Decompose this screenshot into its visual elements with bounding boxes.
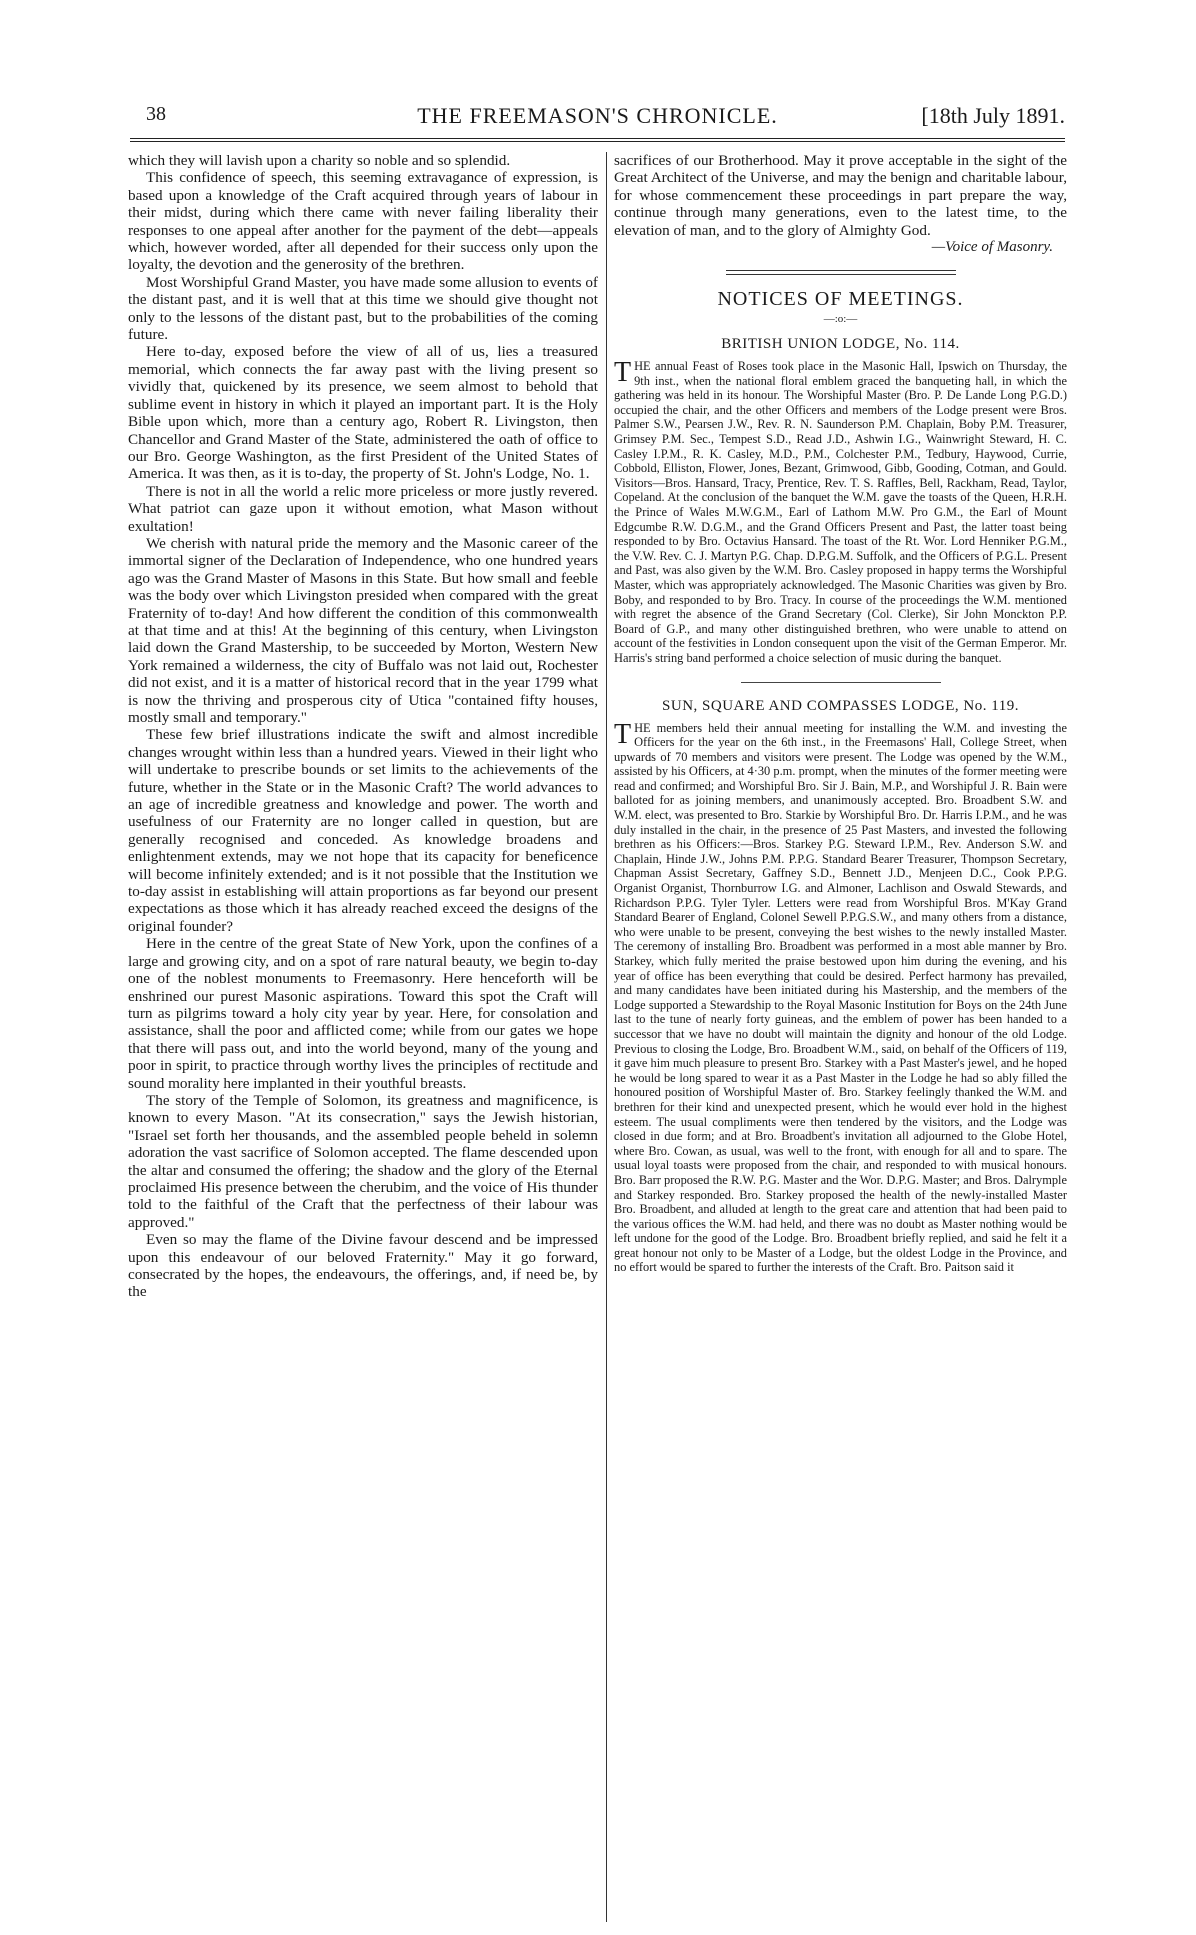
article-paragraph: We cherish with natural pride the memory and the Masonic career of the immortal signer of the Declaration of Independence, who one hundred years ago was the Grand Master of Masons in this State. But how small and feeble was the body over which Livingston presided when compared with the great Fraternity of to-day! And how different the condition of this commonwealth at that time and at this! At the beginning of this century, when Livingston laid down the Grand Mastership, to be succeeded by Morton, Western New York remained a wilderness, the city of Buffalo was not laid out, Rochester did not exist, and it is a matter of historical record that in the year 1799 what is now the thriving and prosperous city of Utica "contained fifty houses, mostly small and temporary."	[128, 534, 598, 726]
article-paragraph: Even so may the flame of the Divine favour descend and be impressed upon this endeavour of our beloved Fraternity." May it go forward, consecrated by the hopes, the endeavours, the offerings, and, if need be, by the	[128, 1231, 598, 1301]
article-paragraph: Here to-day, exposed before the view of all of us, lies a treasured memorial, which connects the far away past with the living present so vividly that, quickened by its presence, we seem almost to behold that sublime event in history in which it played an important part. It is the Holy Bible upon which, more than a century ago, Robert R. Livingston, then Chancellor and Grand Master of the State, administered the oath of office to our Bro. George Washington, as the first President of the United States of America. It was then, as it is to-day, the property of St. John's Lodge, No. 1.	[128, 343, 598, 483]
report-paragraph	[614, 359, 1067, 665]
closing-paragraph: sacrifices of our Brotherhood. May it prove acceptable in the sight of the Great Architect of the Universe, and may the benign and charitable labour, for whose commencement these proceedings in part prepare the way, continue through many generations, even to the latest time, to the elevation of man, and to the glory of Almighty God.	[614, 152, 1067, 239]
drop-cap: T	[614, 357, 632, 389]
drop-cap: T	[614, 718, 632, 750]
article-paragraph: This confidence of speech, this seeming extravagance of expression, is based upon a knowledge of the Craft acquired through years of labour in their midst, during which there came with never failing liberality their responses to one appeal after another for the payment of the debt—appeals which, however worded, after all depended for their success only upon the loyalty, the devotion and the generosity of the brethren.	[128, 169, 598, 274]
report-divider	[741, 682, 941, 683]
lodge-report	[614, 718, 1067, 1276]
page-number: 38	[146, 103, 166, 125]
header-rule-secondary	[130, 141, 1065, 142]
article-paragraph: Most Worshipful Grand Master, you have made some allusion to events of the distant past, and it is well that at this time we should give thought not only to the lessons of the distant past, but to the probabilities of the coming future.	[128, 273, 598, 344]
issue-date: [18th July 1891.	[921, 103, 1065, 128]
page-header	[130, 103, 1065, 135]
article-closing	[614, 152, 1067, 239]
report-text: HE members held their annual meeting for installing the W.M. and investing the Officers for the year on the 6th inst., in the Freemasons' Hall, College Street, when upwards of 70 members and visitors were present. The Lodge was opened by the W.M., assisted by his Officers, at 4·30 p.m. prompt, when the minutes of the former meeting were read and confirmed; and Worshipful Bro. Sir J. Bain, M.P., and Worshipful J. R. Bain were balloted for as joining members, and unanimously accepted. Bro. Broadbent S.W. and W.M. elect, was presented to Bro. Starkie by Worshipful Bro. Dr. Harris I.P.M., and he was duly installed in the chair, in the presence of 25 Past Masters, and invested the following brethren as his Officers:—Bros. Starkey P.G. Steward I.P.M., Rev. Anderson S.W. and Chaplain, Hinde J.W., Johns P.M. P.P.G. Standard Bearer Treasurer, Thompson Secretary, Chapman Assist Secretary, Gaffney S.D., Bennett J.D., Menjeen D.C., Cook P.P.G. Organist Organist, Thornburrow I.G. and Almoner, Lachlison and Oswald Stewards, and Richardson P.P.G. Tyler Tyler. Letters were read from Worshipful Bros. M'Kay Grand Standard Bearer of England, Colonel Sewell P.P.G.S.W., and many others from a distance, who were unable to be present, conveying the best wishes to the newly installed Master. The ceremony of installing Bro. Broadbent was performed in a most able manner by Bro. Starkey, which fully merited the praise bestowed upon him during the evening, and his year of office has been everything that could be desired. Perfect harmony has prevailed, and many candidates have been initiated during his Mastership, and the members of the Lodge supported a Stewardship to the Royal Masonic Institution for Boys on the 24th June last to the tune of nearly forty guineas, and the emblem of power has been handed to a successor that we have no doubt will maintain the dignity and honour of the old Lodge. Previous to closing the Lodge, Bro. Broadbent W.M., said, on behalf of the Officers of 119, it gave him much pleasure to present Bro. Starkey with a Past Master's jewel, and he hoped he would be long spared to wear it as a Past Master in the Lodge he had so ably filled the honoured position of Worshipful Master of. Bro. Starkey feelingly thanked the W.M. and brethren for their kind and unexpected present, which he would ever hold in the highest esteem. The usual compliments were then tendered by the visitors, and the Lodge was closed in due form; and at Bro. Broadbent's invitation all adjourned to the Globe Hotel, where Bro. Cowan, as usual, was well to the front, with enough for all and to spare. The usual loyal toasts were proposed from the chair, and responded to with musical honours. Bro. Barr proposed the R.W. P.G. Master and the Wor. D.P.G. Master; and Bros. Dalrymple and Starkey responded. Bro. Starkey proposed the health of the newly-installed Master Bro. Broadbent, and alluded at length to the great care and attention that had been paid to the various offices the W.M. had held, and there was no doubt as Master nothing would be left undone for the good of the Lodge. Bro. Broadbent briefly replied, and said he felt it a great honour not only to be Master of a Lodge, but the oldest Lodge in the Province, and no effort would be spared to further the interests of the Craft. Bro. Paitson said it	[614, 720, 1067, 1275]
right-column	[614, 152, 1067, 1922]
article-paragraph: The story of the Temple of Solomon, its greatness and magnificence, is known to every Mason. "At its consecration," says the Jewish historian, "Israel set forth her thousands, and the assembled people beheld in solemn adoration the vast sacrifice of Solomon accepted. The flame descended upon the altar and consumed the offering; the shadow and the glory of the Eternal proclaimed His presence between the cherubim, and the voice of His thunder told to the faithful of the Craft that the perfectness of their labour was approved."	[128, 1091, 598, 1231]
lodge-title: SUN, SQUARE AND COMPASSES LODGE, No. 119.	[662, 697, 1019, 714]
header-rule	[130, 138, 1065, 139]
article-paragraph: There is not in all the world a relic more priceless or more justly revered. What patriot can gaze upon it without emotion, what Mason without exultation!	[128, 482, 598, 535]
section-title: NOTICES OF MEETINGS.	[717, 288, 964, 311]
source-attribution: —Voice of Masonry.	[931, 239, 1053, 256]
column-divider	[606, 152, 607, 1922]
article-paragraph: which they will lavish upon a charity so noble and so splendid.	[128, 152, 511, 169]
lodge-title: BRITISH UNION LODGE, No. 114.	[721, 336, 960, 353]
lodge-report	[614, 359, 1067, 665]
article-paragraph: These few brief illustrations indicate the swift and almost incredible changes wrought within less than a hundred years. Viewed in their light who will undertake to prescribe bounds or set limits to the achievements of the future, whether in the State or in the Masonic Craft? The world advances to an age of incredible greatness and knowledge and power. The worth and usefulness of our Fraternity are no longer called in question, but are generally recognised and conceded. As knowledge broadens and enlightenment extends, may we not hope that its capacity for beneficence will become infinitely extended; and is it not possible that the Institution we to-day assist in establishing will attain proportions as far beyond our present expectations as those which it has already reached exceed the designs of the original founder?	[128, 726, 598, 935]
report-text: HE annual Feast of Roses took place in the Masonic Hall, Ipswich on Thursday, the 9th inst., when the national floral emblem graced the banqueting hall, in which the gathering was held in its honour. The Worshipful Master (Bro. P. De Lande Long P.G.D.) occupied the chair, and the other Officers and members of the Lodge present were Bros. Palmer S.W., Pearsen J.W., Rev. R. N. Saunderson P.M. Chaplain, Boby P.M. Treasurer, Grimsey P.M. Sec., Tempest S.D., Read J.D., Ashwin I.G., Wainwright Steward, H. C. Casley I.P.M., R. K. Casley, M.D., P.M., Colchester P.M., Tedbury, Haywood, Currie, Cobbold, Elliston, Flower, Jones, Bezant, Grimwood, Gibb, Gooding, Cotman, and Gould. Visitors—Bros. Hansard, Tracy, Prentice, Rev. T. S. Raffles, Bell, Rackham, Read, Taylor, Copeland. At the conclusion of the banquet the W.M. gave the toasts of the Queen, H.R.H. the Prince of Wales M.W.G.M., Earl of Lathom M.W. Pro G.M., the Earl of Mount Edgcumbe R.W. D.G.M., and the Grand Officers Present and Past, the latter toast being responded to by Bro. Octavius Hansard. The toast of the Rt. Wor. Lord Henniker P.G.M., the V.W. Rev. C. J. Martyn P.G. Chap. D.P.G.M. Suffolk, and the Officers of P.G.L. Present and Past, was also given by the W.M. Bro. Casley proposed in happy terms the Worshipful Master, which was appropriately acknowledged. The Masonic Charities was given by Bro. Boby, and responded to by Bro. Tracy. In course of the proceedings the W.M. mentioned with regret the absence of the Grand Secretary (Col. Clerke), Sir John Monckton P.P. Board of G.P., and many other distinguished brethren, who were unable to attend on account of the festivities in London consequent upon the visit of the German Emperor. Mr. Harris's string band performed a choice selection of music during the banquet.	[614, 359, 1067, 665]
article-paragraph: Here in the centre of the great State of New York, upon the confines of a large and growing city, and on a spot of rare natural beauty, we begin to-day one of the noblest monuments to Freemasonry. Here henceforth will be enshrined our purest Masonic aspirations. Toward this spot the Craft will turn as pilgrims toward a holy city year by year. Here, for consolation and assistance, shall the poor and afflicted come; while from our gates we hope that there will pass out, and into the world beyond, many of the young and poor in spirit, to practice through worthy lives the principles of rectitude and sound morality here implanted in their youthful breasts.	[128, 935, 598, 1092]
report-paragraph	[614, 718, 1067, 1276]
section-divider	[726, 270, 956, 275]
left-column	[128, 152, 598, 1922]
publication-title: THE FREEMASON'S CHRONICLE.	[417, 103, 778, 128]
section-ornament: —:o:—	[823, 313, 858, 326]
